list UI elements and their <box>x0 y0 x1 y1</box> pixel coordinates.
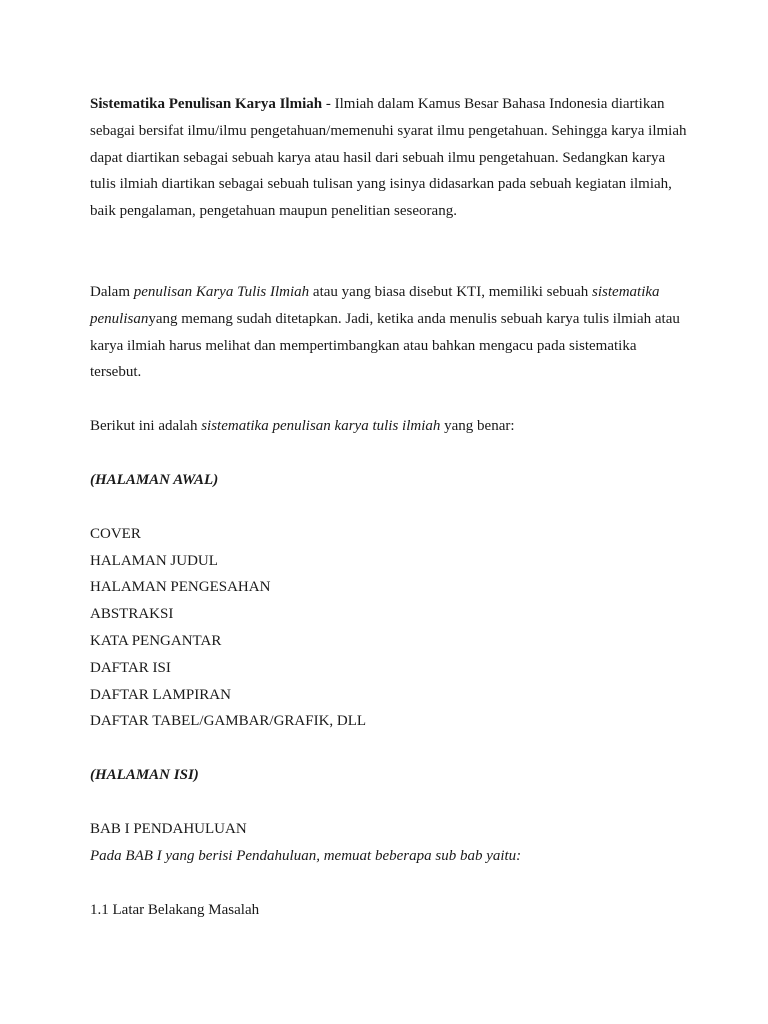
halaman-awal-list <box>90 521 690 735</box>
spacer <box>90 870 690 897</box>
bab1-title: BAB I PENDAHULUAN <box>90 820 247 837</box>
list-item: ABSTRAKSI <box>90 606 174 623</box>
bab1-description: Pada BAB I yang berisi Pendahuluan, memuat beberapa sub bab yaitu: <box>90 847 522 864</box>
kti-text-1: Dalam <box>90 283 134 300</box>
subsection-1-1: 1.1 Latar Belakang Masalah <box>90 901 260 918</box>
kti-text-3: yang memang sudah ditetapkan. Jadi, ketika anda menulis sebuah karya tulis ilmiah atau karya ilmiah harus melihat dan mempertimbangkan atau bahkan mengacu pada sistematika tersebut. <box>90 310 680 381</box>
list-item: HALAMAN PENGESAHAN <box>90 579 271 596</box>
spacer <box>90 225 690 279</box>
intro-title-separator: - <box>322 96 335 112</box>
halaman-awal-heading: (HALAMAN AWAL) <box>90 471 219 488</box>
spacer <box>90 494 690 521</box>
spacer <box>90 735 690 762</box>
list-item: KATA PENGANTAR <box>90 632 222 649</box>
kti-text-2: atau yang biasa disebut KTI, memiliki sebuah <box>309 283 593 300</box>
intro-text: Ilmiah dalam Kamus Besar Bahasa Indonesia diartikan sebagai bersifat ilmu/ilmu pengetahuan/memenuhi syarat ilmu pengetahuan. Sehingga karya ilmiah dapat diartikan sebagai sebuah karya atau hasil dari sebuah ilmu pengetahuan. Sedangkan karya tulis ilmiah diartikan sebagai sebuah tulisan yang isinya didasarkan pada sebuah kegiatan ilmiah, baik pengalaman, pengetahuan maupun penelitian seseorang. <box>90 96 687 220</box>
list-item: DAFTAR TABEL/GAMBAR/GRAFIK, DLL <box>90 713 367 730</box>
spacer <box>90 440 690 467</box>
halaman-isi-heading: (HALAMAN ISI) <box>90 767 199 784</box>
berikut-text-1: Berikut ini adalah <box>90 418 202 435</box>
kti-italic-1: penulisan Karya Tulis Ilmiah <box>133 283 310 300</box>
list-item: DAFTAR ISI <box>90 659 171 676</box>
kti-italic-2: sistematika penulisan <box>90 283 660 327</box>
kti-paragraph <box>90 279 690 386</box>
berikut-paragraph <box>90 413 690 440</box>
document-content <box>90 91 690 923</box>
intro-paragraph <box>90 91 690 225</box>
list-item: HALAMAN JUDUL <box>90 552 218 569</box>
spacer <box>90 789 690 816</box>
berikut-italic: sistematika penulisan karya tulis ilmiah <box>201 418 441 435</box>
berikut-text-2: yang benar: <box>440 418 515 435</box>
spacer <box>90 386 690 413</box>
list-item: COVER <box>90 525 141 542</box>
list-item: DAFTAR LAMPIRAN <box>90 686 231 703</box>
intro-title: Sistematika Penulisan Karya Ilmiah <box>90 96 323 112</box>
